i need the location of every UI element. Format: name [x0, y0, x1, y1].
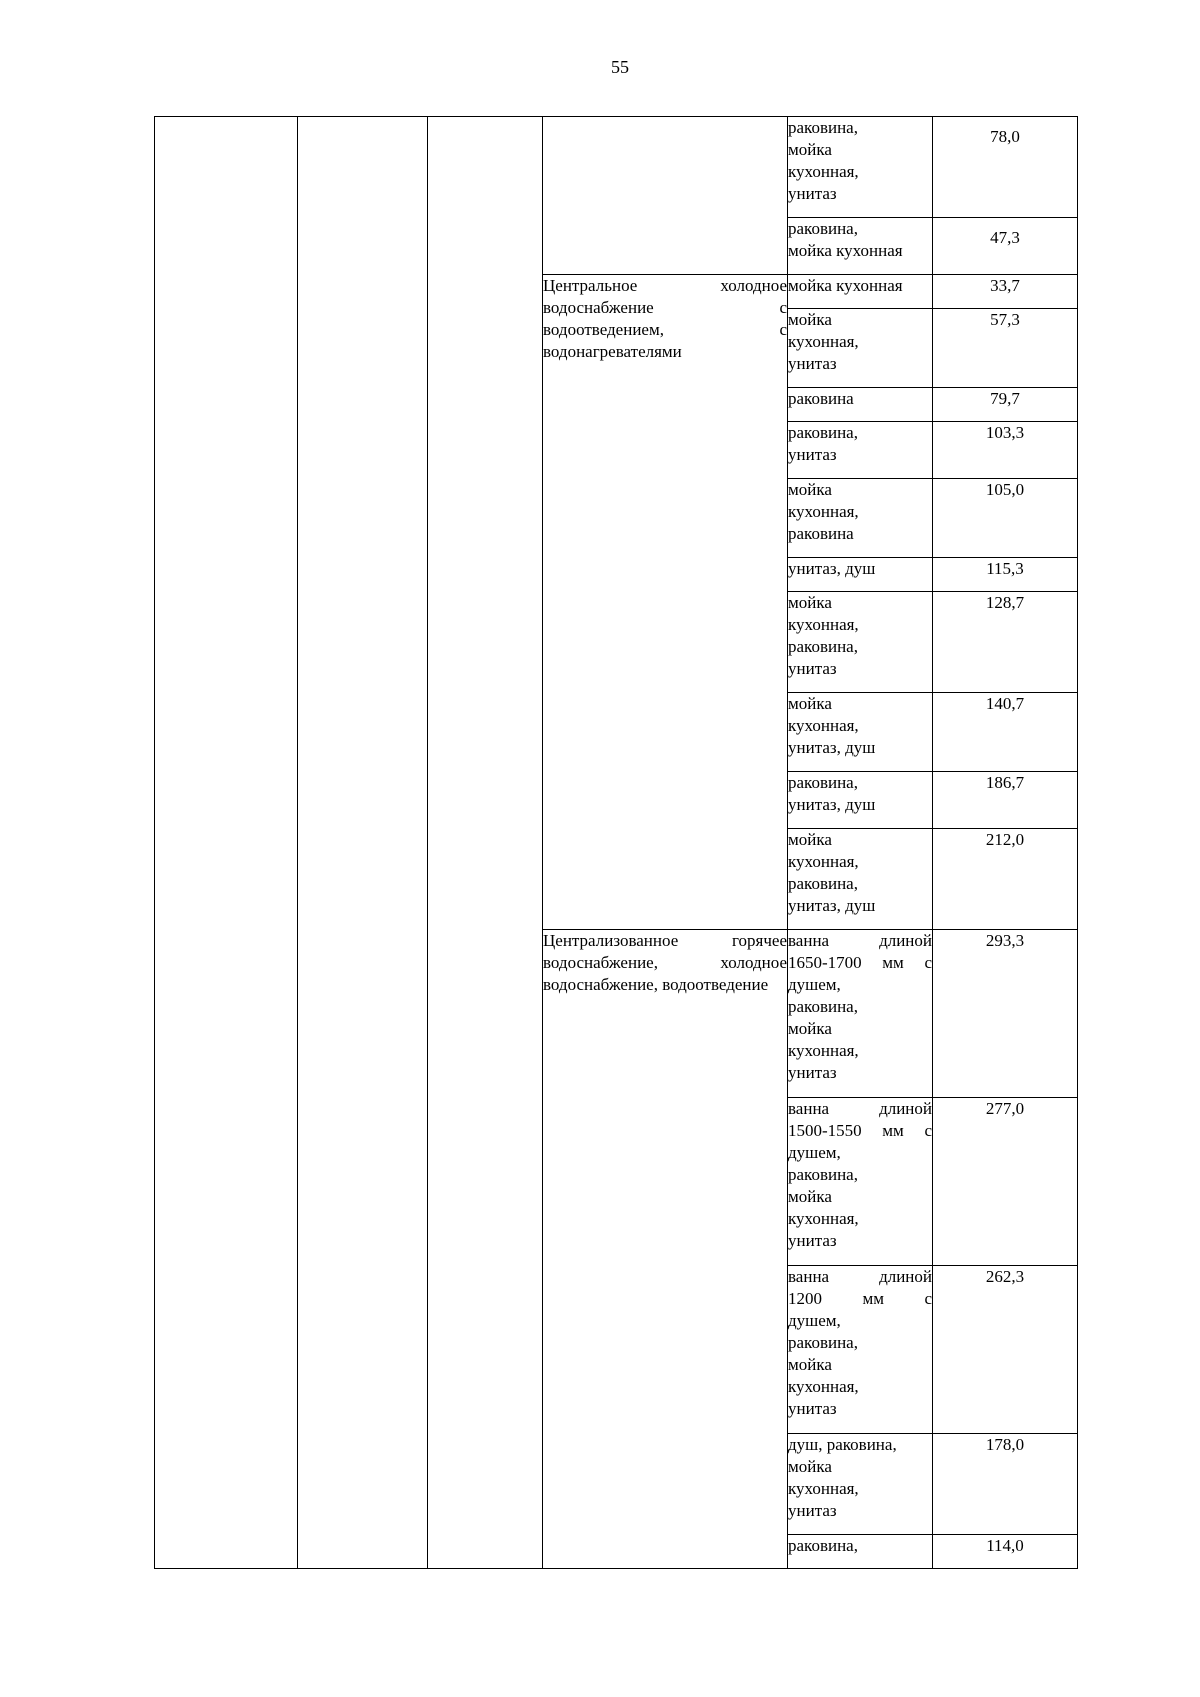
device-line: унитаз, душ	[788, 738, 876, 757]
device-line: раковина,	[788, 773, 858, 792]
device-line: мойка	[788, 593, 832, 612]
device-line: унитаз	[788, 1501, 837, 1520]
device-cell	[788, 693, 933, 772]
device-line: мойка	[788, 1355, 832, 1374]
device-line: кухонная,	[788, 502, 859, 521]
device-line: мойка	[788, 1457, 832, 1476]
device-cell	[788, 1434, 933, 1535]
value-cell: 114,0	[933, 1535, 1078, 1569]
device-line: 1650-1700 мм с	[788, 953, 932, 972]
value-cell: 33,7	[933, 275, 1078, 309]
value-cell: 103,3	[933, 422, 1078, 479]
page-number: 55	[611, 57, 629, 77]
device-line: ванна длиной	[788, 931, 932, 950]
value-cell: 178,0	[933, 1434, 1078, 1535]
device-line: раковина,	[788, 1165, 858, 1184]
device-line: душем,	[788, 1311, 841, 1330]
device-cell	[788, 930, 933, 1098]
device-line: раковина,	[788, 1536, 858, 1555]
device-cell	[788, 772, 933, 829]
device-line: унитаз, душ	[788, 795, 876, 814]
device-line: мойка	[788, 1019, 832, 1038]
value-cell: 293,3	[933, 930, 1078, 1098]
device-cell	[788, 1535, 933, 1569]
value-cell: 47,3	[933, 218, 1078, 275]
device-cell	[788, 1098, 933, 1266]
device-line: кухонная,	[788, 1479, 859, 1498]
device-line: унитаз, душ	[788, 896, 876, 915]
device-cell	[788, 388, 933, 422]
value-cell: 140,7	[933, 693, 1078, 772]
device-line: мойка	[788, 480, 832, 499]
device-line: унитаз	[788, 445, 837, 464]
empty-column-3	[428, 117, 543, 1569]
device-line: раковина,	[788, 219, 858, 238]
value-cell: 128,7	[933, 592, 1078, 693]
device-line: душем,	[788, 1143, 841, 1162]
device-line: мойка	[788, 694, 832, 713]
device-line: раковина,	[788, 1333, 858, 1352]
device-line: мойка кухонная	[788, 241, 903, 260]
system-cell	[543, 117, 788, 275]
table-row	[155, 117, 1078, 218]
device-line: раковина,	[788, 118, 858, 137]
device-line: раковина	[788, 524, 854, 543]
device-line: мойка	[788, 310, 832, 329]
consumption-table	[154, 116, 1078, 1569]
empty-column-2	[298, 117, 428, 1569]
device-line: 1200 мм с	[788, 1289, 932, 1308]
value-cell: 105,0	[933, 479, 1078, 558]
device-cell	[788, 275, 933, 309]
device-cell	[788, 309, 933, 388]
device-cell	[788, 117, 933, 218]
value-cell: 78,0	[933, 117, 1078, 218]
empty-column-1	[155, 117, 298, 1569]
device-line: ванна длиной	[788, 1099, 932, 1118]
device-line: кухонная,	[788, 162, 859, 181]
device-line: кухонная,	[788, 1209, 859, 1228]
device-line: кухонная,	[788, 1041, 859, 1060]
device-line: раковина,	[788, 874, 858, 893]
value-cell: 186,7	[933, 772, 1078, 829]
device-cell	[788, 1266, 933, 1434]
device-line: ванна длиной	[788, 1267, 932, 1286]
device-cell	[788, 558, 933, 592]
device-line: мойка	[788, 140, 832, 159]
device-line: раковина,	[788, 997, 858, 1016]
device-line: 1500-1550 мм с	[788, 1121, 932, 1140]
device-line: унитаз	[788, 1063, 837, 1082]
device-line: кухонная,	[788, 716, 859, 735]
value-cell: 115,3	[933, 558, 1078, 592]
device-line: раковина,	[788, 637, 858, 656]
device-line: раковина	[788, 389, 854, 408]
value-cell: 262,3	[933, 1266, 1078, 1434]
device-line: кухонная,	[788, 852, 859, 871]
device-line: душем,	[788, 975, 841, 994]
device-line: кухонная,	[788, 332, 859, 351]
device-line: мойка	[788, 1187, 832, 1206]
device-line: унитаз	[788, 184, 837, 203]
value-cell: 79,7	[933, 388, 1078, 422]
device-cell	[788, 829, 933, 930]
device-line: унитаз	[788, 1231, 837, 1250]
device-line: душ, раковина,	[788, 1435, 897, 1454]
device-cell	[788, 422, 933, 479]
value-cell: 57,3	[933, 309, 1078, 388]
device-line: унитаз	[788, 1399, 837, 1418]
device-line: мойка кухонная	[788, 276, 903, 295]
device-line: мойка	[788, 830, 832, 849]
device-cell	[788, 479, 933, 558]
system-cell: Центральное холодное водоснабжение с водоотведением, с водонагревателями	[543, 275, 788, 930]
device-line: унитаз, душ	[788, 559, 876, 578]
device-line: унитаз	[788, 354, 837, 373]
value-cell: 277,0	[933, 1098, 1078, 1266]
value-cell: 212,0	[933, 829, 1078, 930]
device-line: раковина,	[788, 423, 858, 442]
device-cell	[788, 218, 933, 275]
device-cell	[788, 592, 933, 693]
device-line: унитаз	[788, 659, 837, 678]
device-line: кухонная,	[788, 1377, 859, 1396]
system-cell: Централизованное горячее водоснабжение, холодное водоснабжение, водоотведение	[543, 930, 788, 1569]
device-line: кухонная,	[788, 615, 859, 634]
